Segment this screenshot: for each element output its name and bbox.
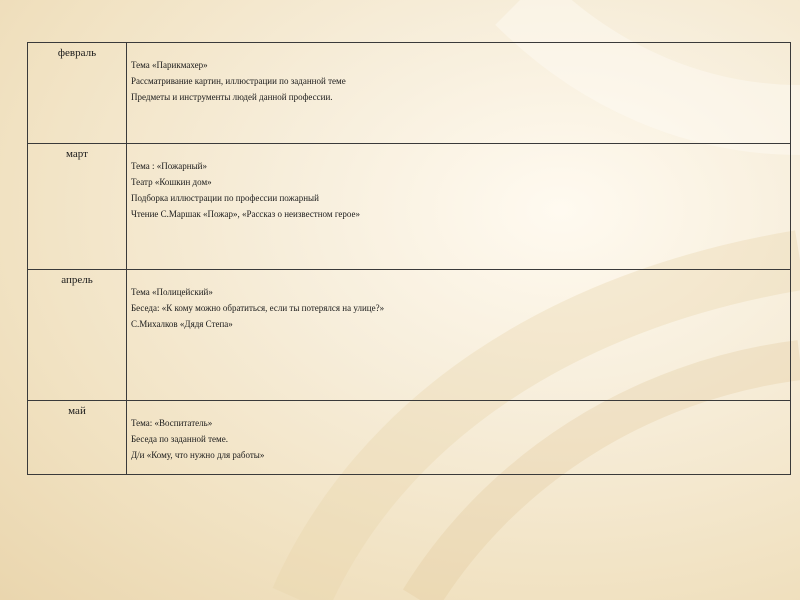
activity-line: Тема: «Воспитатель» xyxy=(131,418,213,428)
month-label: апрель xyxy=(61,274,93,286)
activity-line: Беседа по заданной теме. xyxy=(131,434,228,444)
activity-line: Предметы и инструменты людей данной профессии. xyxy=(131,92,333,102)
table-row xyxy=(28,270,791,401)
activity-cell xyxy=(127,401,791,475)
activity-line: Д/и «Кому, что нужно для работы» xyxy=(131,450,265,460)
activity-line: Театр «Кошкин дом» xyxy=(131,177,212,187)
month-cell xyxy=(28,270,127,401)
activity-line: Рассматривание картин, иллюстрации по заданной теме xyxy=(131,76,346,86)
month-cell xyxy=(28,401,127,475)
activity-line: Беседа: «К кому можно обратиться, если ты потерялся на улице?» xyxy=(131,303,385,313)
table-row xyxy=(28,401,791,475)
month-cell xyxy=(28,144,127,270)
month-cell xyxy=(28,43,127,144)
activity-cell xyxy=(127,270,791,401)
activity-line: Тема : «Пожарный» xyxy=(131,161,207,171)
activity-line: Тема «Парикмахер» xyxy=(131,60,208,70)
table-row xyxy=(28,144,791,270)
month-label: март xyxy=(66,148,88,160)
activity-cell xyxy=(127,43,791,144)
month-label: февраль xyxy=(57,47,97,59)
activity-cell xyxy=(127,144,791,270)
month-label: май xyxy=(68,405,86,417)
activity-line: Подборка иллюстрации по профессии пожарный xyxy=(131,193,319,203)
activity-line: Тема «Полицейский» xyxy=(131,287,213,297)
activity-plan-table xyxy=(27,42,791,475)
table-row xyxy=(28,43,791,144)
activity-line: С.Михалков «Дядя Степа» xyxy=(131,319,233,329)
activity-line: Чтение С.Маршак «Пожар», «Рассказ о неизвестном герое» xyxy=(131,209,361,219)
